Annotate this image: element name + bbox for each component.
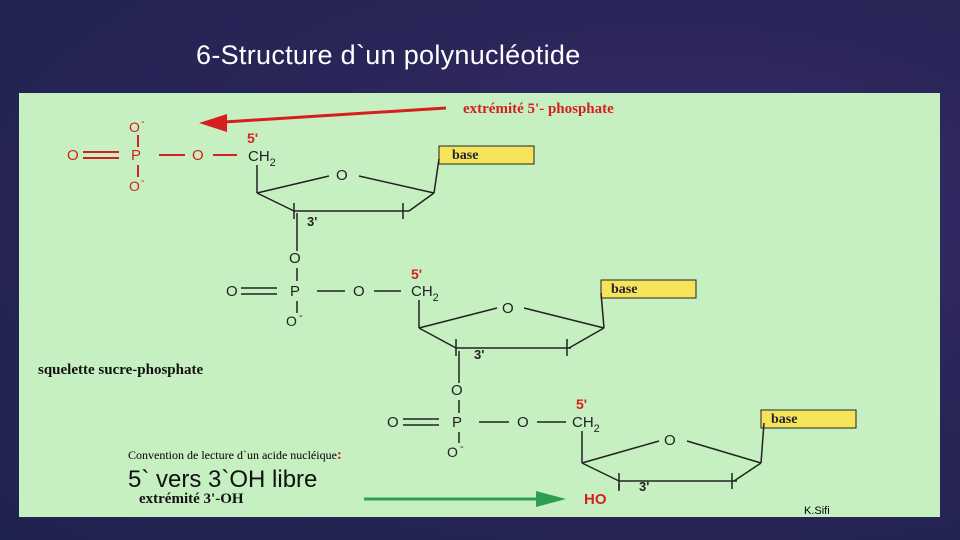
o-minus-top-1: O [129, 119, 140, 135]
phosphorus-2: P [290, 283, 301, 300]
minus-sign: - [460, 441, 464, 453]
oxygen-ester-1: O [192, 147, 204, 164]
convention-label: Convention de lecture d`un acide nucléique [128, 448, 337, 462]
minus-sign: - [299, 310, 303, 322]
ho-label: HO [584, 491, 607, 508]
minus-sign: - [141, 175, 145, 187]
hydroxyl-end-label: extrémité 3'-OH [139, 491, 244, 507]
phosphorus-1: P [131, 147, 142, 164]
minus-sign: - [141, 116, 145, 128]
ch2-1: $CH_2$ [248, 148, 276, 169]
ring-oxygen-2: O [502, 300, 514, 317]
base-label-2: base [611, 282, 638, 297]
hydroxyl-end-arrowhead [536, 491, 566, 507]
oxygen-ester-2: O [353, 283, 365, 300]
sugar-ring-1 [257, 159, 439, 251]
oxygen-double-1: O [67, 147, 79, 164]
three-prime-label-1: 3' [307, 214, 318, 229]
three-prime-label-3: 3' [639, 479, 650, 494]
o-minus-2: O [286, 313, 297, 329]
ring-oxygen-1: O [336, 167, 348, 184]
three-prime-label-2: 3' [474, 347, 485, 362]
base-label-3: base [771, 412, 798, 427]
author-credit: K.Sifi [804, 505, 830, 517]
phosphorus-3: P [452, 414, 463, 431]
slide-title: 6-Structure d`un polynucléotide [196, 40, 581, 70]
five-prime-label-3: 5' [576, 396, 588, 412]
oxygen-double-3: O [387, 414, 399, 431]
phosphate-end-label: extrémité 5'- phosphate [463, 101, 614, 117]
oxygen-double-2: O [226, 283, 238, 300]
ch2-2: $CH_2$ [411, 283, 439, 304]
phosphate-end-arrow-line [224, 108, 446, 122]
ch2-3: $CH_2$ [572, 414, 600, 435]
phosphate-end-arrowhead [199, 114, 227, 132]
convention-colon: : [336, 447, 342, 463]
oxygen-link-2: O [289, 250, 301, 267]
backbone-label: squelette sucre-phosphate [38, 362, 204, 378]
base-label-1: base [452, 148, 479, 163]
five-prime-label-1: 5' [247, 130, 259, 146]
o-minus-bottom-1: O [129, 178, 140, 194]
oxygen-link-3: O [451, 382, 463, 399]
convention-note [128, 447, 342, 464]
o-minus-3: O [447, 444, 458, 460]
ring-oxygen-3: O [664, 432, 676, 449]
five-prime-label-2: 5' [411, 266, 423, 282]
oxygen-ester-3: O [517, 414, 529, 431]
reading-direction: 5` vers 3`OH libre [128, 466, 318, 493]
